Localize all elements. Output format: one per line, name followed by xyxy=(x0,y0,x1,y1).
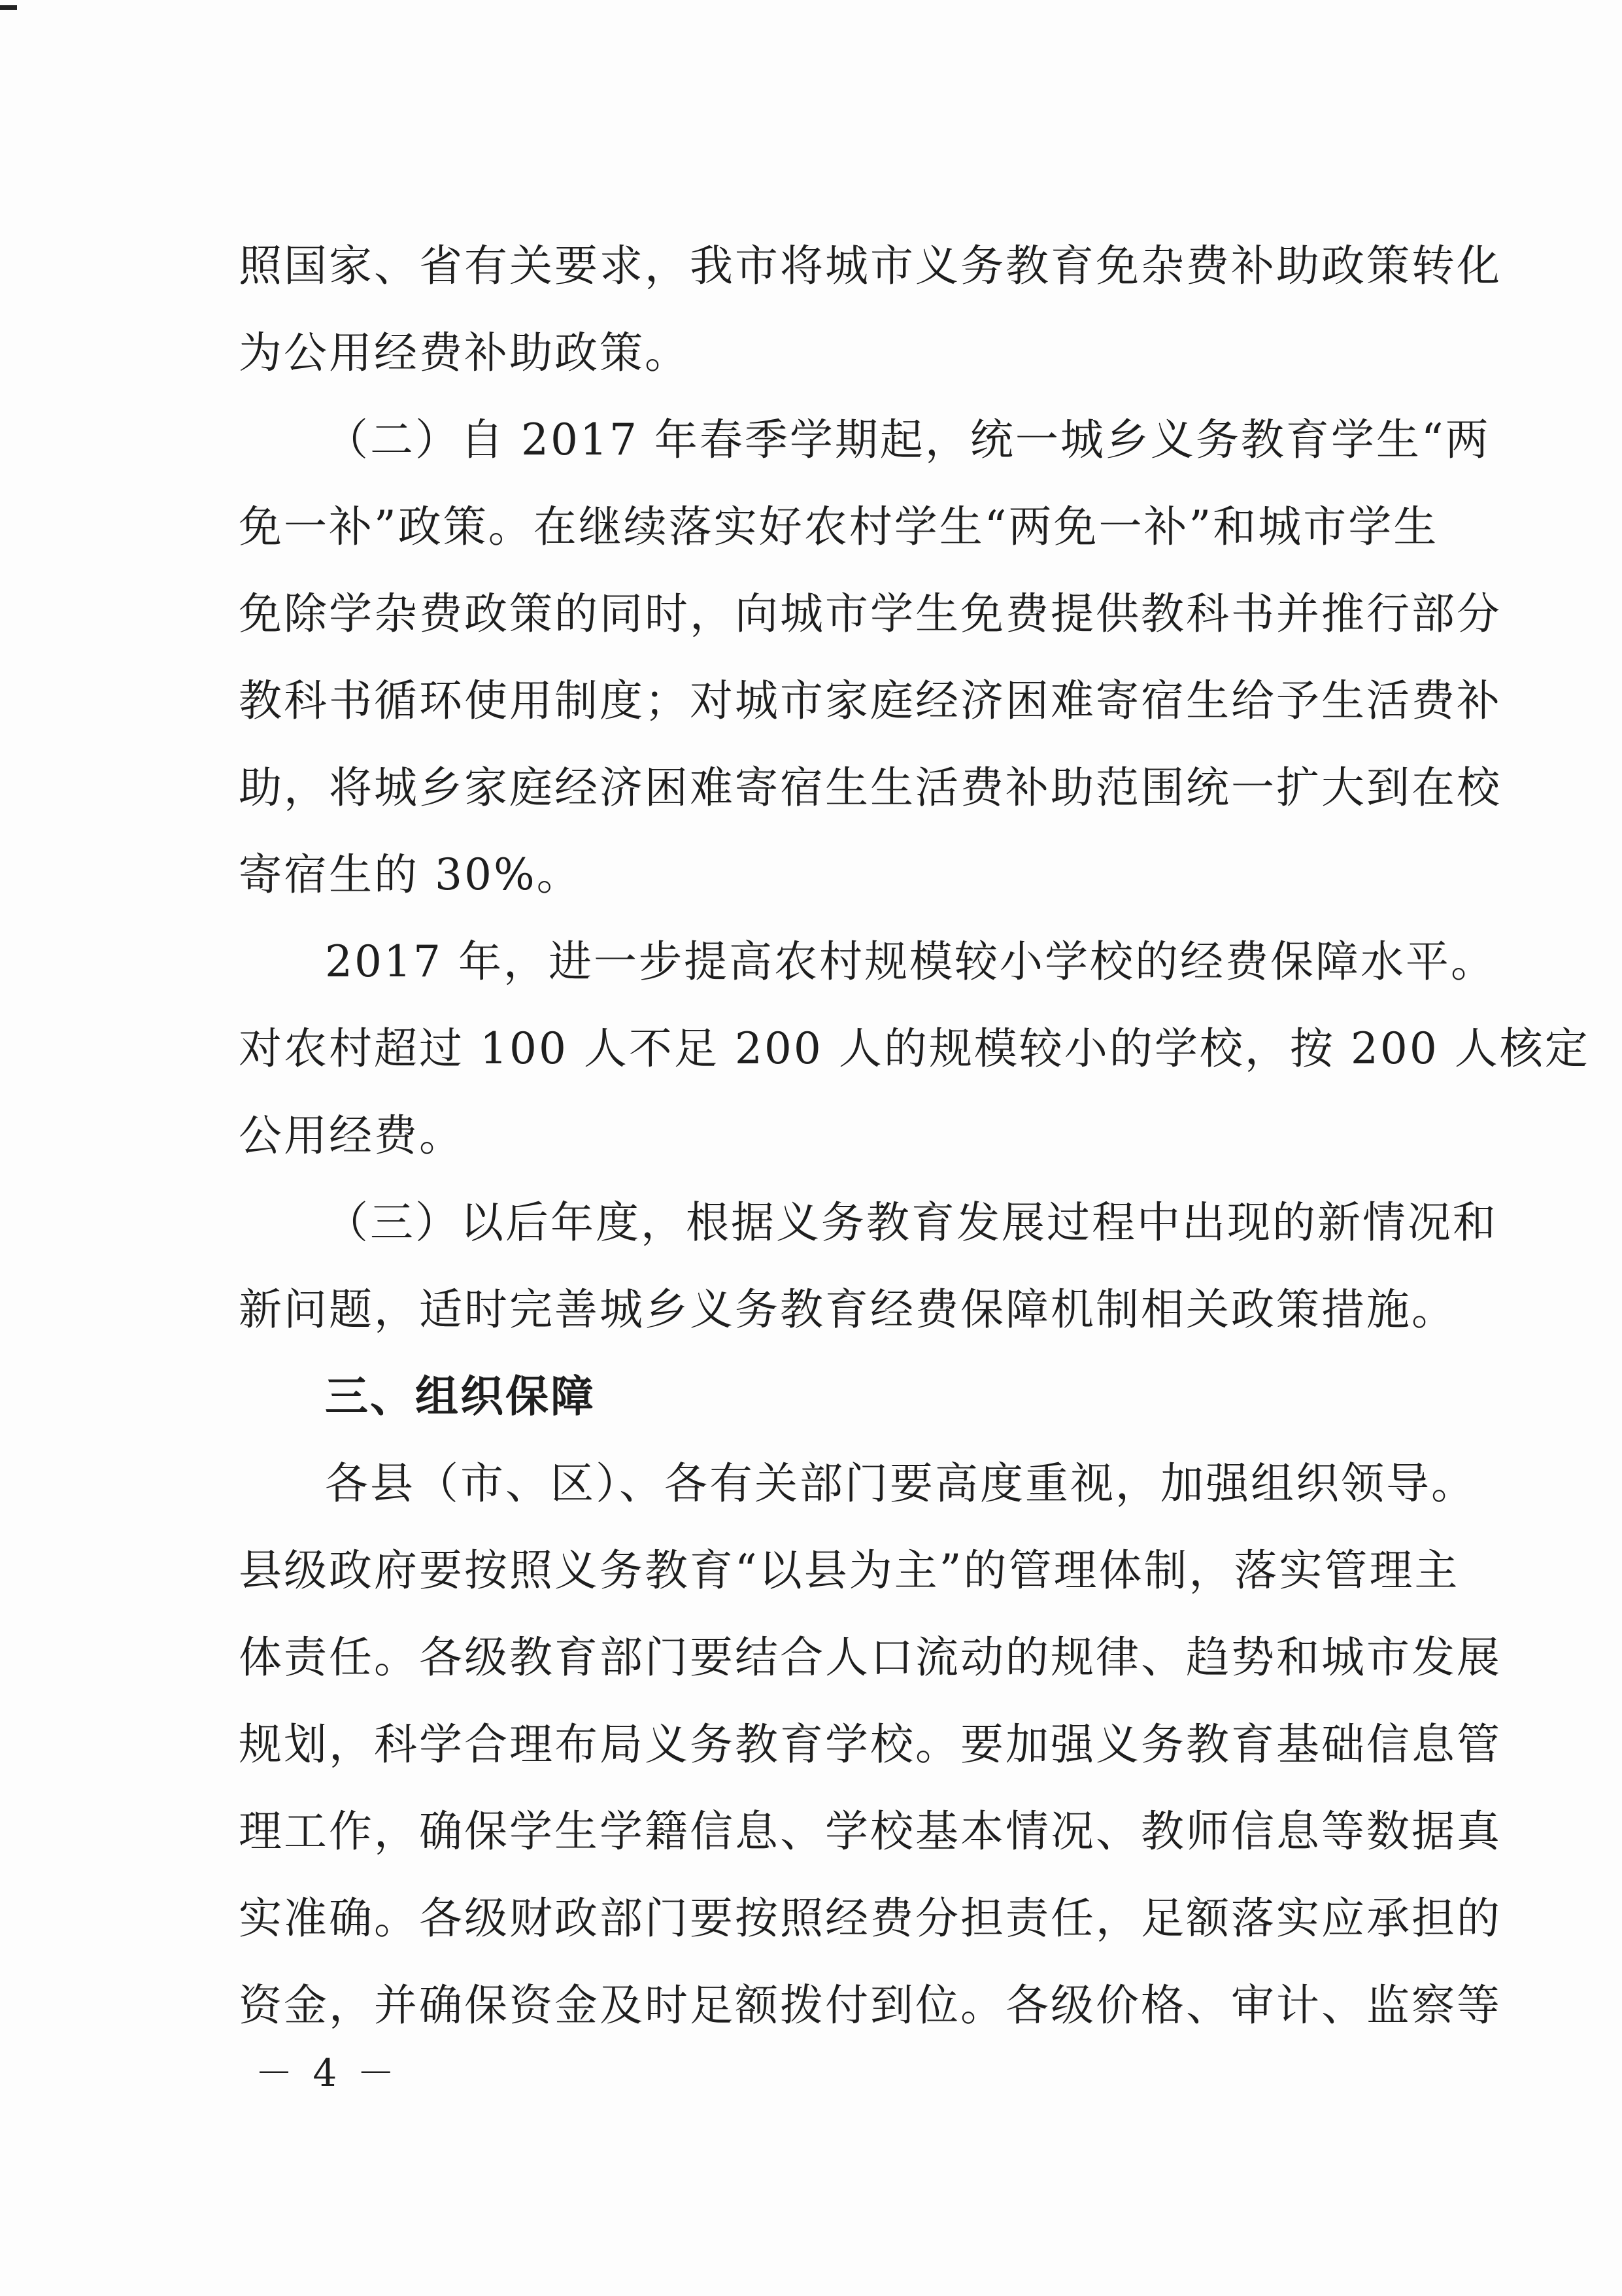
text-line: 体责任。各级教育部门要结合人口流动的规律、趋势和城市发展 xyxy=(239,1632,1502,1683)
text-line: （三）以后年度，根据义务教育发展过程中出现的新情况和 xyxy=(325,1197,1498,1248)
scan-edge-mark xyxy=(0,5,17,10)
text-line: 公用经费。 xyxy=(239,1110,464,1161)
text-line: 新问题，适时完善城乡义务教育经费保障机制相关政策措施。 xyxy=(239,1284,1457,1335)
text-line: 寄宿生的 30%。 xyxy=(239,849,582,900)
body-text xyxy=(239,222,1590,2049)
text-line: 规划，科学合理布局义务教育学校。要加强义务教育基础信息管 xyxy=(239,1719,1502,1770)
text-line: 免一补”政策。在继续落实好农村学生“两免一补”和城市学生 xyxy=(239,502,1439,552)
text-line: 理工作，确保学生学籍信息、学校基本情况、教师信息等数据真 xyxy=(239,1806,1502,1857)
text-line: 照国家、省有关要求，我市将城市义务教育免杂费补助政策转化 xyxy=(239,241,1502,291)
text-line: 教科书循环使用制度；对城市家庭经济困难寄宿生给予生活费补 xyxy=(239,676,1502,726)
text-line: 县级政府要按照义务教育“以县为主”的管理体制，落实管理主 xyxy=(239,1545,1460,1596)
text-line: 各县（市、区）、各有关部门要高度重视，加强组织领导。 xyxy=(325,1458,1476,1509)
page-number: － 4 － xyxy=(255,2051,399,2095)
text-line: 对农村超过 100 人不足 200 人的规模较小的学校，按 200 人核定 xyxy=(239,1023,1590,1074)
text-line: （二）自 2017 年春季学期起，统一城乡义务教育学生“两 xyxy=(325,415,1491,465)
text-line: 实准确。各级财政部门要按照经费分担责任，足额落实应承担的 xyxy=(239,1893,1502,1944)
text-line: 助，将城乡家庭经济困难寄宿生生活费补助范围统一扩大到在校 xyxy=(239,762,1502,813)
text-line: 2017 年，进一步提高农村规模较小学校的经费保障水平。 xyxy=(325,936,1496,987)
text-line: 为公用经费补助政策。 xyxy=(239,328,690,378)
text-line: 免除学杂费政策的同时，向城市学生免费提供教科书并推行部分 xyxy=(239,589,1502,639)
section-heading: 三、组织保障 xyxy=(325,1371,596,1422)
text-line: 资金，并确保资金及时足额拨付到位。各级价格、审计、监察等 xyxy=(239,1980,1502,2030)
